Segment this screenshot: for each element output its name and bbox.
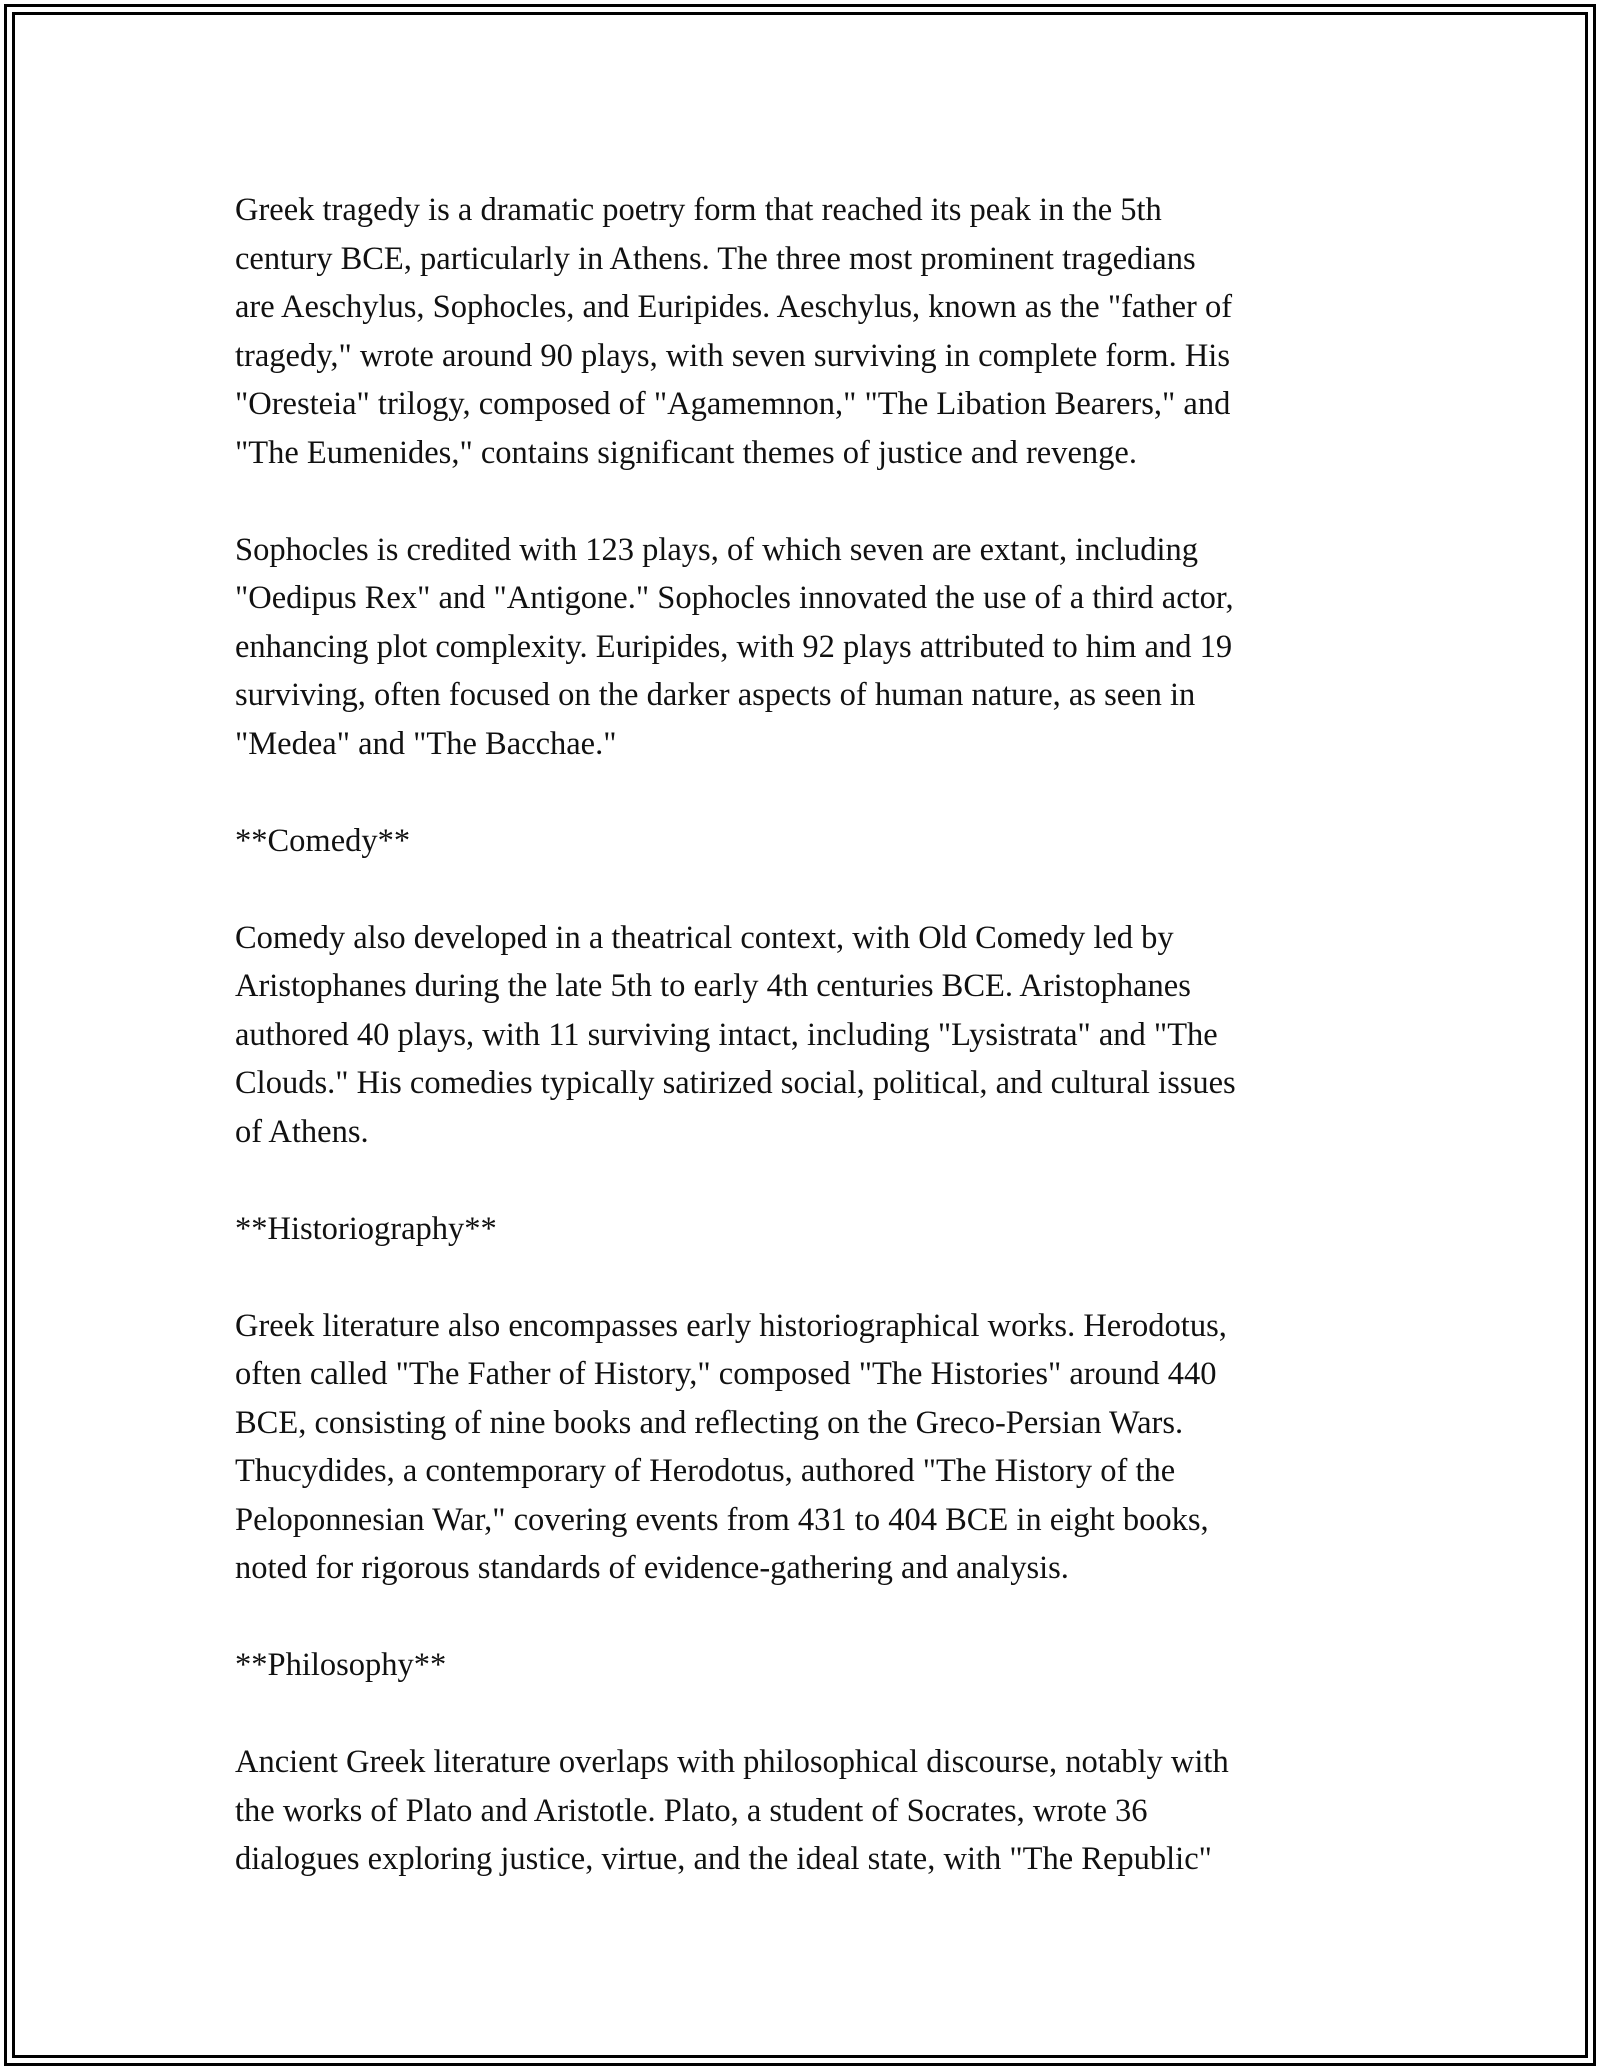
text-line: authored 40 plays, with 11 surviving intact, including "Lysistrata" and "The	[235, 1016, 1218, 1053]
text-line: often called "The Father of History," composed "The Histories" around 440	[235, 1356, 1217, 1392]
text-line: of Athens.	[235, 1113, 369, 1150]
text-line: Greek literature also encompasses early historiographical works. Herodotus,	[235, 1307, 1227, 1344]
heading-text: **Philosophy**	[235, 1647, 447, 1683]
section-heading-historiography	[235, 1205, 1375, 1254]
text-line: enhancing plot complexity. Euripides, with 92 plays attributed to him and 19	[235, 628, 1233, 665]
text-line: Thucydides, a contemporary of Herodotus, authored "The History of the	[235, 1453, 1176, 1489]
text-line: "Medea" and "The Bacchae."	[235, 725, 617, 762]
paragraph-philosophy	[235, 1738, 1375, 1884]
heading-text: **Historiography**	[235, 1210, 497, 1247]
text-line: "The Eumenides," contains significant themes of justice and revenge.	[235, 434, 1137, 471]
text-line: Sophocles is credited with 123 plays, of which seven are extant, including	[235, 531, 1199, 568]
text-line: Peloponnesian War," covering events from 431 to 404 BCE in eight books,	[235, 1501, 1209, 1538]
text-line: are Aeschylus, Sophocles, and Euripides. Aeschylus, known as the "father of	[235, 289, 1233, 325]
paragraph-historiography	[235, 1302, 1375, 1593]
text-line: dialogues exploring justice, virtue, and the ideal state, with "The Republic"	[235, 1841, 1212, 1877]
text-line: tragedy," wrote around 90 plays, with seven surviving in complete form. His	[235, 337, 1230, 374]
text-line: Ancient Greek literature overlaps with philosophical discourse, notably with	[235, 1744, 1229, 1780]
text-line: Clouds." His comedies typically satirized social, political, and cultural issues	[235, 1065, 1236, 1101]
text-line: the works of Plato and Aristotle. Plato, a student of Socrates, wrote 36	[235, 1792, 1148, 1829]
section-heading-philosophy	[235, 1641, 1375, 1690]
section-heading-comedy	[235, 817, 1375, 866]
text-line: noted for rigorous standards of evidence-gathering and analysis.	[235, 1550, 1069, 1586]
paragraph-sophocles-euripides	[235, 526, 1375, 769]
text-line: Comedy also developed in a theatrical context, with Old Comedy led by	[235, 919, 1174, 956]
heading-text: **Comedy**	[235, 822, 411, 859]
text-line: century BCE, particularly in Athens. The three most prominent tragedians	[235, 240, 1196, 277]
text-line: Aristophanes during the late 5th to early 4th centuries BCE. Aristophanes	[235, 968, 1191, 1004]
text-line: surviving, often focused on the darker aspects of human nature, as seen in	[235, 677, 1196, 713]
paragraph-comedy	[235, 914, 1375, 1157]
text-line: BCE, consisting of nine books and reflecting on the Greco-Persian Wars.	[235, 1404, 1184, 1441]
text-line: "Oedipus Rex" and "Antigone." Sophocles innovated the use of a third actor,	[235, 580, 1234, 616]
document-body	[235, 186, 1375, 1884]
paragraph-tragedy-intro	[235, 186, 1375, 477]
text-line: Greek tragedy is a dramatic poetry form that reached its peak in the 5th	[235, 192, 1162, 228]
text-line: "Oresteia" trilogy, composed of "Agamemnon," "The Libation Bearers," and	[235, 386, 1231, 422]
